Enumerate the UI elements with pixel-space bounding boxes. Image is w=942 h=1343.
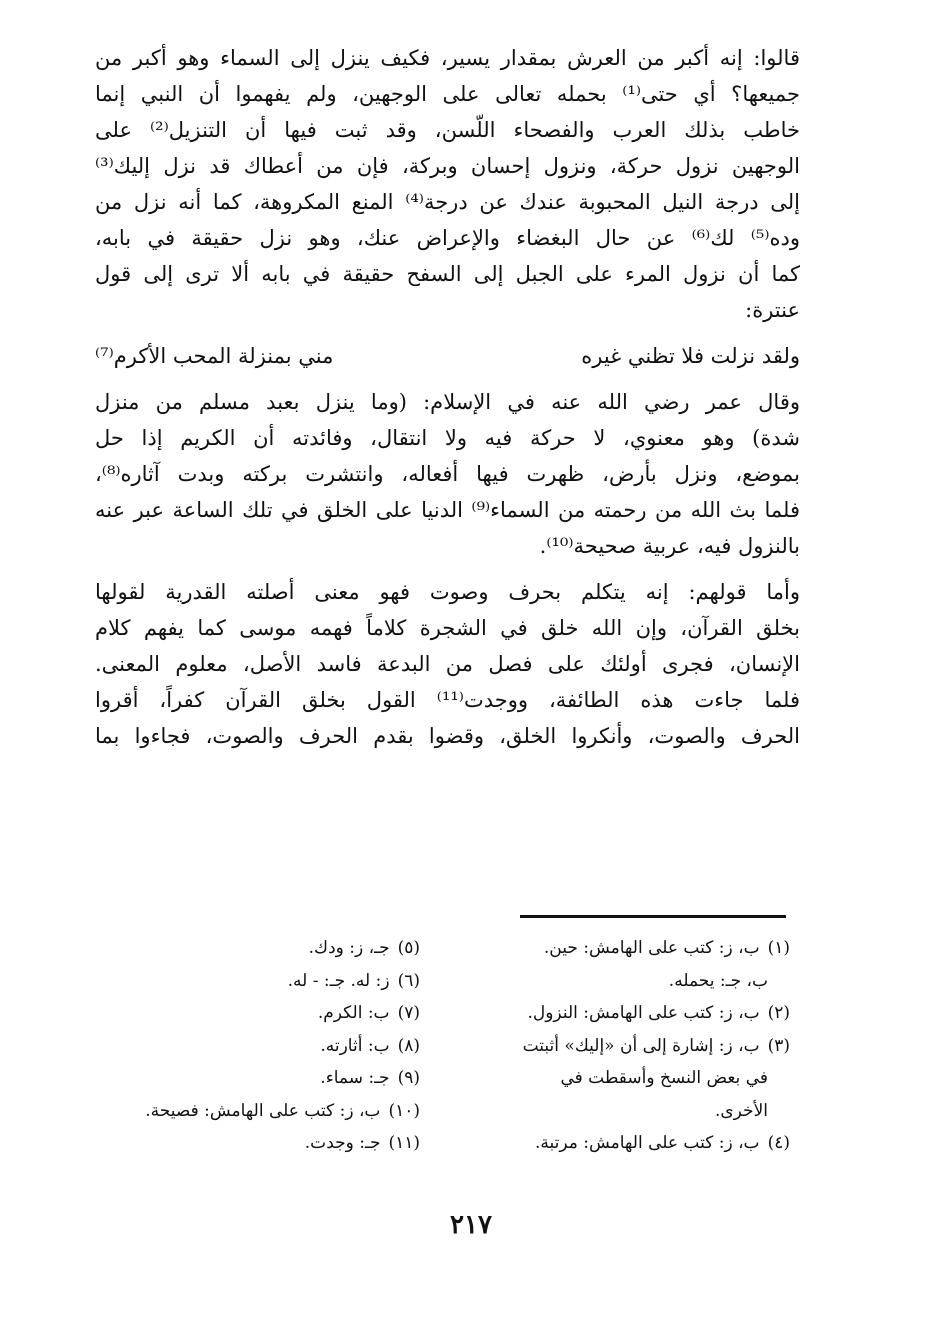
footnote-number: (٤) (767, 1133, 790, 1153)
footnotes-right-column (455, 932, 790, 1160)
text-line: وأما قولهم: إنه يتكلم بحرف وصوت فهو معنى أصلته القدرية لقولها (95, 580, 800, 604)
footnote-text: ب، ز: كتب على الهامش: النزول. (527, 1003, 760, 1023)
footnote-text: ب، ز: كتب على الهامش: مرتبة. (534, 1133, 760, 1153)
footnote-number: (٥) (397, 938, 420, 958)
footnote-continuation: الأخرى. (714, 1100, 768, 1121)
footnote-9 (95, 1062, 420, 1095)
footnote-number: (٢) (767, 1003, 790, 1023)
footnote-text: ب، ز: إشارة إلى أن «إليك» أثبتت (522, 1035, 760, 1056)
footnote-number: (١٠) (388, 1100, 420, 1121)
footnote-text: ز: له. جـ: - له. (287, 970, 390, 991)
text-line: وده⁽⁵⁾ لك⁽⁶⁾ عن حال البغضاء والإعراض عنك، وهو نزل حقيقة في بابه، (95, 226, 800, 250)
footnote-number: (١١) (388, 1133, 420, 1153)
text-line: وقال عمر رضي الله عنه في الإسلام: (وما ينزل بعبد مسلم من منزل (95, 390, 800, 414)
footnote-text: جـ: سماء. (320, 1068, 390, 1088)
text-line: عنترة: (745, 298, 800, 322)
footnote-10 (95, 1095, 420, 1128)
text-line: كما أن نزول المرء على الجبل إلى السفح حقيقة في بابه ألا ترى إلى قول (95, 262, 800, 286)
text-line: الحرف والصوت، وأنكروا الخلق، وقضوا بقدم الحرف والصوت، فجاءوا بما (95, 724, 800, 748)
footnote-number: (٦) (397, 970, 420, 991)
text-line: فلما بث الله من رحمته من السماء⁽⁹⁾ الدنيا على الخلق في تلك الساعة عبر عنه (95, 498, 800, 522)
footnote-number: (٣) (767, 1035, 790, 1056)
footnote-text: جـ، ز: ودك. (308, 938, 390, 958)
footnote-number: (١) (767, 938, 790, 958)
verse-second-hemistich: مني بمنزلة المحب الأكرم⁽⁷⁾ (95, 344, 334, 368)
page-number: ٢١٧ (450, 1210, 492, 1240)
text-line: خاطب بذلك العرب والفصحاء اللّسن، وقد ثبت فيها أن التنزيل⁽²⁾ على (95, 118, 800, 142)
footnote-number: (٨) (397, 1035, 420, 1056)
footnote-continuation: في بعض النسخ وأسقطت في (560, 1068, 768, 1088)
text-line: بخلق القرآن، وإن الله خلق في الشجرة كلاماً فهمه موسى كما يفهم كلام (95, 616, 800, 640)
footnote-continuation: ب، جـ: يحمله. (668, 970, 768, 991)
footnote-text: ب، ز: كتب على الهامش: حين. (543, 938, 760, 958)
footnote-7 (95, 997, 420, 1030)
footnotes-left-column (95, 932, 420, 1160)
text-line: فلما جاءت هذه الطائفة، ووجدت⁽¹¹⁾ القول بخلق القرآن كفراً، أقروا (95, 688, 800, 712)
text-line: الوجهين نزول حركة، ونزول إحسان وبركة، فإن من أعطاك قد نزل إليك⁽³⁾ (95, 154, 800, 178)
footnote-text: ب: الكرم. (317, 1003, 390, 1023)
paragraph-2 (95, 384, 800, 564)
text-line: بموضع، ونزل بأرض، ظهرت فيها أفعاله، وانتشرت بركته وبدت آثاره⁽⁸⁾، (95, 462, 800, 486)
footnote-1 (455, 932, 790, 965)
paragraph-3 (95, 574, 800, 754)
text-line: إلى درجة النيل المحبوبة عندك عن درجة⁽⁴⁾ المنع المكروهة، كما أنه نزل من (95, 190, 800, 214)
text-line: بالنزول فيه، عربية صحيحة⁽¹⁰⁾. (539, 534, 800, 558)
footnote-8 (95, 1030, 420, 1063)
footnote-number: (٧) (397, 1003, 420, 1023)
footnote-3 (455, 1030, 790, 1063)
text-line: جميعها؟ أي حتى⁽¹⁾ بحمله تعالى على الوجهين، ولم يفهموا أن النبي إنما (95, 82, 800, 106)
text-line: الإنسان، فجرى أولئك على فصل من البدعة فاسد الأصل، معلوم المعنى. (95, 652, 800, 676)
paragraph-1 (95, 40, 800, 328)
footnote-6 (95, 965, 420, 998)
footnote-text: ب، ز: كتب على الهامش: فصيحة. (145, 1100, 381, 1121)
footnote-2 (455, 997, 790, 1030)
footnote-number: (٩) (397, 1068, 420, 1088)
footnote-4 (455, 1127, 790, 1160)
footnote-divider (520, 915, 786, 918)
footnote-5 (95, 932, 420, 965)
verse-first-hemistich: ولقد نزلت فلا تظني غيره (581, 344, 800, 368)
footnote-text: جـ: وجدت. (304, 1133, 381, 1153)
text-line: شدة) وهو معنوي، لا حركة فيه ولا انتقال، وفائدته أن الكريم إذا حل (95, 426, 800, 450)
footnote-text: ب: أثارته. (320, 1035, 390, 1056)
main-text-body (95, 40, 800, 764)
text-line: قالوا: إنه أكبر من العرش بمقدار يسير، فكيف ينزل إلى السماء وهو أكبر من (95, 46, 800, 70)
poetry-verse (95, 338, 800, 374)
footnote-11 (95, 1127, 420, 1160)
